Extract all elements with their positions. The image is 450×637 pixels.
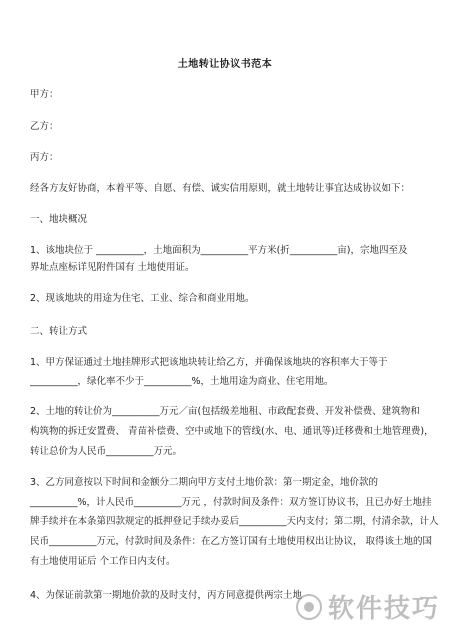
section1-item1-line1: 1、该地块位于 __________，土地面积为__________平方米(折__________亩)，宗地四至及 [30,245,408,256]
watermark-logo-icon [296,594,322,620]
document-title: 土地转让协议书范本 [177,59,273,70]
section2-item1-line1: 1、甲方保证通过土地挂牌形式把该地块转让给乙方，并确保该地块的容积率大于等于 [30,357,388,368]
party-yi: 乙方： [30,121,59,132]
section2-item3-line5: 有土地使用证后 个工作日内支付。 [30,556,176,567]
section2-item3-line4: 民币__________万元，付款时间及条件：在乙方签订国有土地使用权出让协议， 取得该土地的国 [30,536,433,547]
section2-item2-line3: 转让总价为人民币__________万元。 [30,446,183,457]
party-bing: 丙方： [30,152,59,163]
section2-item3-line3: 牌手续并在本条第四款规定的抵押登记手续办妥后__________天内支付；第二期，付清余款，计人 [30,516,439,527]
intro-paragraph: 经各方友好协商，本着平等、自愿、有偿、诚实信用原则，就土地转让事宜达成协议如下： [30,183,411,194]
section2-item3-line1: 3、乙方同意按以下时间和金额分二期向甲方支付土地价款：第一期定金，地价款的 [30,477,379,488]
party-jia: 甲方： [30,89,59,100]
section2-item3-line2: __________%，计人民币__________万元 ，付款时间及条件：双方签订协议书，且已办好土地挂 [30,497,432,508]
section2-item2-line2: 构筑物的拆迁安置费、 青苗补偿费、空中或地下的管线(水、电、通讯等)迁移费和土地管理费)， [30,426,434,437]
section1-heading: 一、地块概况 [30,214,88,225]
section2-item4-line1: 4、为保证前款第一期地价款的及时支付，丙方同意提供两宗土地 [30,590,303,601]
watermark [296,588,440,625]
section1-item1-line2: 界址点座标详见附件国有 土地使用证。 [30,262,195,273]
section1-item2: 2、现该地块的用途为住宅、工业、综合和商业用地。 [30,293,255,304]
section2-heading: 二、转让方式 [30,326,88,337]
section2-item2-line1: 2、土地的转让价为__________万元／亩(包括级差地租、市政配套费、开发补偿费、建筑物和 [30,406,420,417]
watermark-text: 软件技巧 [327,594,440,624]
section2-item1-line2: __________，绿化率不少于__________%，土地用途为商业、住宅用地。 [30,376,334,387]
